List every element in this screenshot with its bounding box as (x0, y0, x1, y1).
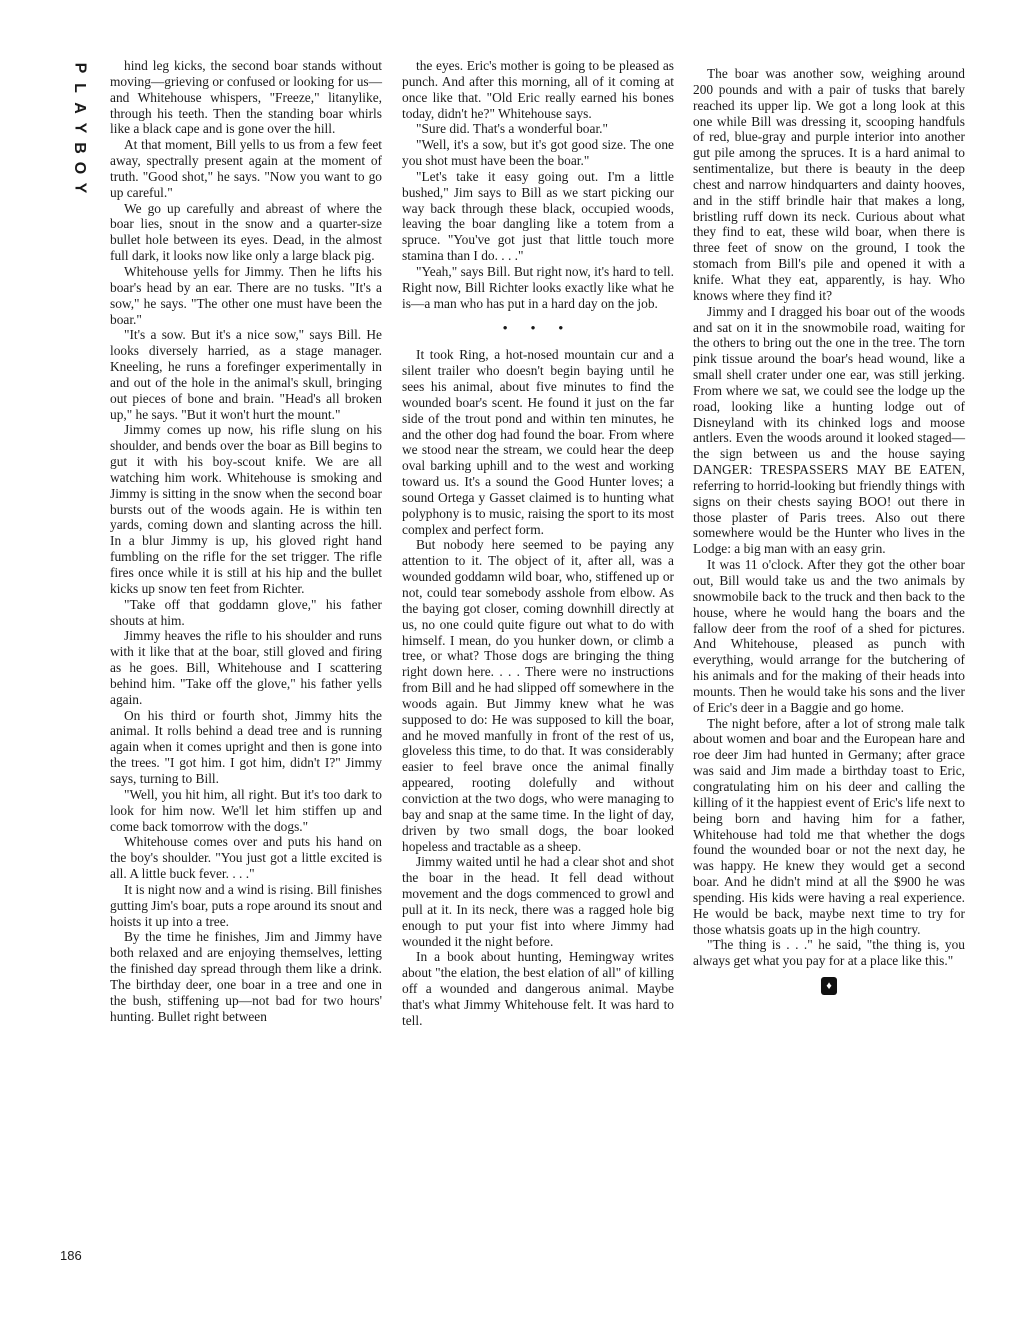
paragraph: It was 11 o'clock. After they got the other boar out, Bill would take us and the two animals by snowmobile back to the truck and then back to the house, where he would hang the boars and the fallow deer from the roof of a shed for pictures. And Whitehouse, pleased as punch with everything, would arrange for the butchering of his animals and for the making of their heads into mounts. Then he would take his sons and the liver of Eric's deer in a Baggie and go home. (693, 557, 965, 715)
paragraph: At that moment, Bill yells to us from a few feet away, spectrally present again at the moment of truth. "Good shot," he says. "Now you want to go up careful." (110, 137, 382, 200)
paragraph: Jimmy waited until he had a clear shot and shot the boar in the head. It fell dead without movement and the dogs commenced to growl and pull at it. In its neck, there was a ragged hole big enough to put your fist into where Jimmy had wounded it the night before. (402, 854, 674, 949)
masthead-letter: B (71, 142, 88, 154)
paragraph: "It's a sow. But it's a nice sow," says Bill. He looks diversely harried, as a stage manager. Kneeling, he runs a forefinger experimentally in and out of the hole in the animal's skull, bringing out pieces of bone and brain. "Head's all broken up," he says. "But it won't hurt the mount." (110, 327, 382, 422)
paragraph: "Yeah," says Bill. But right now, it's hard to tell. Right now, Bill Richter looks exactly like what he is—a man who has put in a hard day on the job. (402, 263, 674, 311)
page-number: 186 (60, 1248, 82, 1263)
text-column-2 (402, 58, 674, 1029)
paragraph: It is night now and a wind is rising. Bill finishes gutting Jim's boar, puts a rope around its snout and hoists it up into a tree. (110, 881, 382, 929)
text-column-1 (110, 58, 382, 1024)
paragraph: "Well, it's a sow, but it's got good size. The one you shot must have been the boar." (402, 137, 674, 169)
paragraph: On his third or fourth shot, Jimmy hits the animal. It rolls behind a dead tree and is running again when it comes upright and then is gone into the trees. "I got him. I got him, didn't I?" Jimmy says, turning to Bill. (110, 707, 382, 786)
masthead-letter: A (71, 102, 88, 114)
paragraph: By the time he finishes, Jim and Jimmy have both relaxed and are enjoying themselves, letting the finished day spread through them like a drink. The birthday deer, one boar in a tree and one in the bush, stiffening up—not bad for two hours' hunting. Bullet right between (110, 929, 382, 1024)
masthead (64, 58, 94, 198)
paragraph: Whitehouse comes over and puts his hand on the boy's shoulder. "You just got a little excited is all. A little buck fever. . . ." (110, 834, 382, 882)
section-separator: • • • (502, 319, 574, 335)
paragraph: Jimmy heaves the rifle to his shoulder and runs with it like that at the boar, still gloved and firing as he goes. Bill, Whitehouse and I scattering behind him. "Take off the glove," his father yells again. (110, 628, 382, 707)
masthead-letter: Y (70, 182, 88, 194)
text-column-3 (693, 66, 965, 995)
paragraph: The night before, after a lot of strong male talk about women and boar and the European hare and roe deer Jim had hunted in Germany; after grace was said and Jim made a birthday toast to Eric, congratulating him on his deer and calling the killing of it the happiest event of Eric's life next to being born and having him for a father, Whitehouse had told me that whether the dogs found the wounded boar or not the next day, he was happy. He knew they would get a second boar. And he didn't mind at all the $900 he was spending. His kids were having a real experience. He would be back, maybe next time to try for those whatsis goats up in the high country. (693, 715, 965, 937)
paragraph: But nobody here seemed to be paying any attention to it. The object of it, after all, was a wounded goddamn wild boar, who, stiffened up or not, could tear somebody asshole from elbow. As the baying got closer, coming downhill directly at us, no one could quite figure out what to do with himself. I mean, do you hunker down, or climb a tree, or what? Those dogs are bringing the thing right down here. . . . There were no instructions from Bill and he had slipped off somewhere in the woods again. But Jimmy knew what he was supposed to do: He was supposed to kill the boar, and he moved manfully in front of the rest of us, gloveless this time, to do that. It was considerably easier to feel brave once the animal finally appeared, rooting dolefully and without conviction at the two dogs, who were managing to bay and snap at the same time. In the light of day, driven by two small dogs, the boar looked hopeless and tractable as a sheep. (402, 537, 674, 854)
masthead-letter: P (70, 62, 88, 74)
paragraph: Jimmy and I dragged his boar out of the woods and sat on it in the snowmobile road, waiting for the others to bring out the one in the tree. The torn pink tissue around the boar's head wound, like a small shell crater under one ear, was still jerking. From where we sat, we could see the lodge up the road, looking like a hunting lodge out of Disneyland with its chinked logs and moose antlers. Even the woods around it looked staged—the sign between us and the house saying DANGER: TRESPASSERS MAY BE EATEN, referring to horrid-looking but friendly things with signs on their chests saying BOO! out there in those plaster of Paris trees. Also out there somewhere would be the Hunter who lives in the Lodge: a big man with an easy grin. (693, 303, 965, 557)
masthead-letter: O (70, 161, 88, 175)
paragraph: We go up carefully and abreast of where the boar lies, snout in the snow and a quarter-size bullet hole between its eyes. Dead, in the almost full dark, it looks now like only a large black pig. (110, 200, 382, 264)
masthead-letter: Y (70, 122, 88, 134)
paragraph: hind leg kicks, the second boar stands without moving—grieving or confused or looking for us—and Whitehouse whispers, "Freeze," litanylike, through his teeth. Then the standing boar whirls like a black cape and is gone over the hill. (110, 58, 382, 137)
end-mark-icon: ♦ (821, 977, 837, 995)
paragraph: "Take off that goddamn glove," his father shouts at him. (110, 596, 382, 628)
paragraph: In a book about hunting, Hemingway writes about "the elation, the best elation of all" of killing off a wounded and dangerous animal. Maybe that's what Jimmy Whitehouse felt. It was hard to tell. (402, 949, 674, 1028)
paragraph: "Well, you hit him, all right. But it's too dark to look for him now. We'll let him stiffen up and come back tomorrow with the dogs." (110, 786, 382, 834)
paragraph: "Sure did. That's a wonderful boar." (416, 121, 608, 137)
paragraph: "Let's take it easy going out. I'm a little bushed," Jim says to Bill as we start picking our way back through these black, occupied woods, leaving the boar dangling like a totem from a spruce. "You've got just that little touch more stamina than I do. . . ." (402, 168, 674, 264)
paragraph: The boar was another sow, weighing around 200 pounds and with a pair of tusks that barely reached its upper lip. We got a long look at this one while Bill was dressing it, scooping handfuls of red, blue-gray and purple interior into another gut pile among the spruces. It is a hard animal to sentimentalize, but there is beauty in the deep chest and narrow hindquarters and dainty hooves, and in the stiff brindle hair that makes a long, bristling ruff down its neck. Curious about what they find to eat, these wild boar, when there is three feet of snow on the ground, I took the stomach from Bill's pile and opened it with a knife. What they eat, apparently, is hay. Who knows where they find it? (693, 66, 965, 303)
paragraph: Jimmy comes up now, his rifle slung on his shoulder, and bends over the boar as Bill begins to gut it with his boy-scout knife. We are all watching him work. Whitehouse is smoking and Jimmy is sitting in the snow when the second boar bursts out of the woods again. He is within ten yards, coming down and slanting across the hill. In a blur Jimmy is up, his gloved right hand fumbling on the rifle for the set trigger. The rifle fires once while it is still at his hip and the bullet kicks up snow ten feet from Richter. (110, 422, 382, 596)
paragraph: the eyes. Eric's mother is going to be pleased as punch. And after this morning, all of it coming at once like that. "Old Eric really earned his bones today, didn't he?" Whitehouse says. (402, 58, 674, 121)
paragraph: "The thing is . . ." he said, "the thing is, you always get what you pay for at a place like this." (693, 937, 965, 969)
paragraph: It took Ring, a hot-nosed mountain cur and a silent trailer who doesn't begin baying until he sees his animal, about five minutes to find the wounded boar's scent. He found it just on the far side of the trout pond and within ten minutes, he and the other dog had found the boar. From where we stood near the stream, we could hear the deep oval barking uphill and to the west and working toward us. It's a sound the Good Hunter loves; a sound Ortega y Gasset claimed is to hunting what polyphony is to music, raising the sport to its most complex and perfect form. (402, 347, 674, 537)
masthead-letter: L (71, 83, 88, 93)
paragraph: Whitehouse yells for Jimmy. Then he lifts his boar's head by an ear. There are no tusks. "It's a sow," he says. "The other one must have been the boar." (110, 263, 382, 327)
